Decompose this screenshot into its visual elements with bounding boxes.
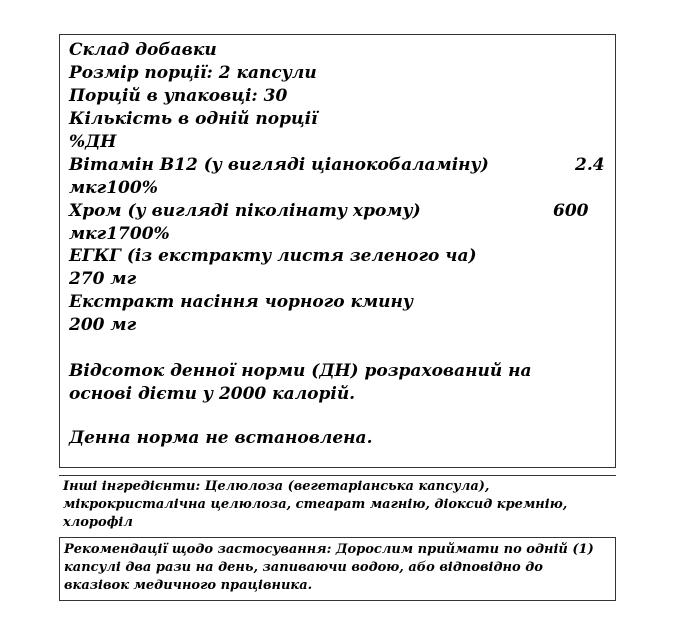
item-amount: 600: [553, 201, 589, 221]
other-ingredients-text: Інші інгредієнти: Целюлоза (вегетаріанська капсула), мікрокристалічна целюлоза, стеарат магнію, діоксид кремнію, хлорофіл: [63, 479, 568, 530]
dv-not-established: Денна норма не встановлена.: [69, 428, 373, 448]
recommendations-panel: [59, 537, 616, 601]
dv-note-line1: Відсоток денної норми (ДН) розрахований на: [69, 361, 532, 381]
item-amount-dv: 270 мг: [69, 269, 137, 289]
serving-size: Розмір порції: 2 капсули: [69, 63, 317, 83]
facts-title: Склад добавки: [69, 40, 217, 60]
item-name: Хром (у вигляді піколінату хрому): [69, 201, 421, 221]
item-name: Екстракт насіння чорного кмину: [69, 292, 414, 312]
item-name: ЕГКГ (із екстракту листя зеленого ча): [69, 246, 477, 266]
supplement-facts-panel: [59, 34, 616, 468]
servings-per-container: Порцій в упаковці: 30: [69, 86, 288, 106]
item-name: Вітамін B12 (у вигляді ціанокобаламіну): [69, 155, 489, 175]
dv-header: %ДН: [69, 132, 117, 152]
item-amount-dv: 200 мг: [69, 315, 137, 335]
item-amount: 2.4: [575, 155, 605, 175]
dv-note-line2: основі дієти у 2000 калорій.: [69, 384, 356, 404]
item-amount-dv: мкг1700%: [69, 224, 170, 244]
recommendations-text: Рекомендації щодо застосування: Дорослим приймати по одній (1) капсулі два рази на день, запиваючи водою, або відповідно до вказівок медичного працівника.: [64, 542, 594, 593]
item-amount-dv: мкг100%: [69, 178, 158, 198]
other-ingredients-panel: [59, 475, 616, 531]
amount-per-serving: Кількість в одній порції: [69, 109, 318, 129]
